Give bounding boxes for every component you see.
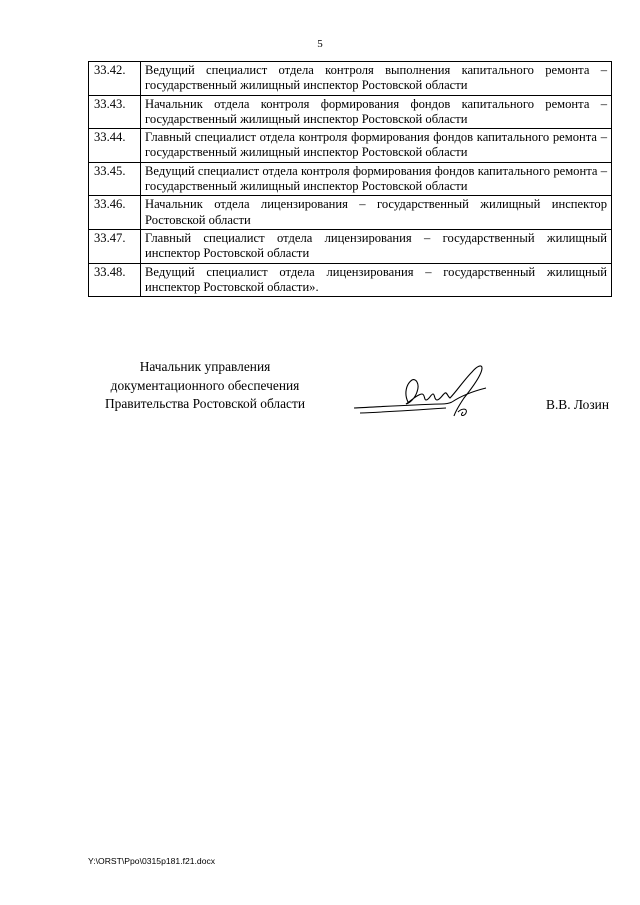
row-number: 33.46. <box>89 196 141 230</box>
row-position-title: Начальник отдела контроля формирования фондов капитального ремонта – государственный жилищный инспектор Ростовской области <box>141 95 612 129</box>
table-row <box>89 62 612 96</box>
signatory-name: В.В. Лозин <box>546 397 609 412</box>
row-position-title: Главный специалист отдела контроля формирования фондов капитального ремонта – государственный жилищный инспектор Ростовской области <box>141 129 612 163</box>
signatory-position-line: Начальник управления <box>139 359 271 374</box>
table-row <box>89 196 612 230</box>
table-row <box>89 229 612 263</box>
signature-block <box>88 358 611 428</box>
handwritten-signature-icon <box>346 358 546 428</box>
table-row <box>89 263 612 297</box>
table-row <box>89 129 612 163</box>
row-position-title: Ведущий специалист отдела контроля формирования фондов капитального ремонта – государственный жилищный инспектор Ростовской области <box>141 162 612 196</box>
row-number: 33.45. <box>89 162 141 196</box>
row-position-title: Главный специалист отдела лицензирования – государственный жилищный инспектор Ростовской области <box>141 229 612 263</box>
row-position-title: Ведущий специалист отдела контроля выполнения капитального ремонта – государственный жилищный инспектор Ростовской области <box>141 62 612 96</box>
signatory-position-line: Правительства Ростовской области <box>104 396 306 411</box>
row-number: 33.44. <box>89 129 141 163</box>
positions-table <box>88 61 612 297</box>
file-path: Y:\ORST\Ppo\0315p181.f21.docx <box>88 856 216 866</box>
row-number: 33.43. <box>89 95 141 129</box>
row-number: 33.48. <box>89 263 141 297</box>
signatory-position <box>88 358 322 414</box>
row-position-title: Ведущий специалист отдела лицензирования – государственный жилищный инспектор Ростовской области». <box>141 263 612 297</box>
signatory-position-line: документационного обеспечения <box>110 377 300 393</box>
table-row <box>89 95 612 129</box>
row-number: 33.47. <box>89 229 141 263</box>
positions-table-body <box>89 62 612 297</box>
page-number: 5 <box>317 38 323 50</box>
row-position-title: Начальник отдела лицензирования – государственный жилищный инспектор Ростовской области <box>141 196 612 230</box>
row-number: 33.42. <box>89 62 141 96</box>
table-row <box>89 162 612 196</box>
